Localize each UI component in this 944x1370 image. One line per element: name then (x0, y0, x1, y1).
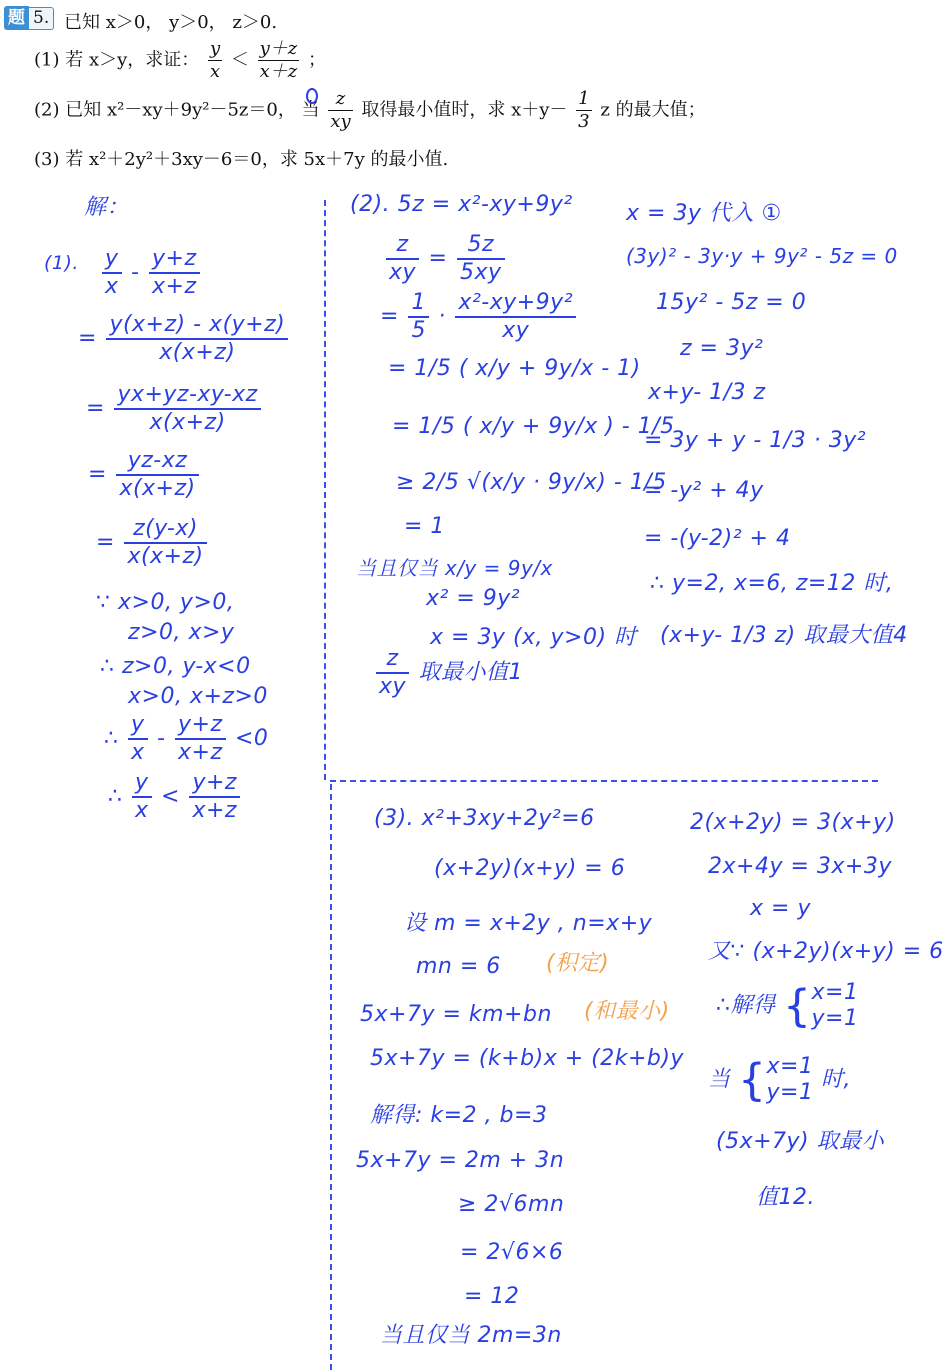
part2-right-line6: = 3y + y - 1/3 · 3y² (644, 428, 867, 453)
part2-line4: = 1/5 ( x/y + 9y/x - 1) (388, 356, 641, 381)
part2-line11: $\frac{z}{xy}$ 取最小值1 (374, 646, 523, 700)
solution-header: 解： (84, 195, 130, 220)
part2-line6: ≥ 2/5 √(x/y · 9y/x) - 1/5 (396, 470, 667, 495)
part2-right-line2: (3y)² - 3y·y + 9y² - 5z = 0 (626, 244, 898, 268)
problem-number: 5. (29, 7, 54, 30)
problem-given: 已知 x＞0， y＞0， z＞0. (64, 12, 278, 33)
part3-right-line8: 值12. (756, 1185, 815, 1210)
fraction: $\frac{y}{x}$ (210, 38, 221, 82)
part2-right-line8: = -(y-2)² + 4 (644, 526, 791, 551)
fraction: $\frac{z(y-x)}{x(x+z)}$ (124, 516, 206, 570)
part3-line7: 解得: k=2 , b=3 (370, 1103, 548, 1128)
fraction: $\frac{yx+yz-xy-xz}{x(x+z)}$ (114, 382, 260, 436)
part3-line8: 5x+7y = 2m + 3n (356, 1148, 565, 1173)
fraction: $\frac{y+z}{x+z}$ (175, 712, 226, 766)
part1-line6b: z>0, x>y (128, 620, 235, 645)
part2-right-line4: z = 3y² (680, 336, 764, 361)
part2-line3: = $\frac{1}{5}$ · $\frac{\text{x²-xy+9y²}}{xy}$ (380, 290, 578, 344)
part1-line5: = $\frac{z(y-x)}{x(x+z)}$ (96, 516, 209, 570)
divider-horizontal (330, 780, 878, 782)
part1-line3: = $\frac{yx+yz-xy-xz}{x(x+z)}$ (86, 382, 263, 436)
part2-right-line7: = -y² + 4y (644, 478, 764, 503)
part2-line8: 当且仅当 x/y = 9y/x (356, 556, 553, 580)
part3-note-product: (积定) (546, 951, 610, 976)
problem-part1: (1) 若 x＞y，求证： $\frac{y}{x}$ ＜ $\frac{y+z}{x+z}$ ； (34, 38, 327, 82)
divider-vertical-lower (330, 784, 332, 1370)
fraction: $\frac{z}{xy}$ (386, 232, 419, 286)
part3-line11: = 12 (464, 1284, 520, 1309)
fraction: $\frac{\text{x²-xy+9y²}}{xy}$ (455, 290, 576, 344)
fraction: $\frac{5z}{5xy}$ (457, 232, 505, 286)
part3-line3: 设 m = x+2y , n=x+y (404, 911, 653, 936)
fraction: $\frac{1}{3}$ (578, 88, 590, 132)
fraction: $\frac{y}{x}$ (132, 770, 152, 824)
fraction: $\frac{y}{x}$ (102, 246, 122, 300)
fraction: $\frac{z}{xy}$ (330, 88, 351, 132)
divider-vertical-upper (324, 200, 326, 780)
part3-right-line2: 2x+4y = 3x+3y (708, 854, 892, 879)
problem-statement (0, 0, 898, 180)
part2-right-line1: x = 3y 代入 ① (626, 201, 782, 226)
part3-right-line3: x = y (750, 896, 811, 921)
part1-line6a: ∵ x>0, y>0, (96, 590, 235, 615)
part1-line2: = $\frac{y(x+z) - x(y+z)}{x(x+z)}$ (78, 312, 290, 366)
handwritten-zero-marker (306, 88, 318, 104)
part3-right-line1: 2(x+2y) = 3(x+y) (690, 810, 896, 835)
part3-line9: ≥ 2√6mn (458, 1192, 565, 1217)
part3-line10: = 2√6×6 (460, 1240, 564, 1265)
part2-right-line10: (x+y- 1/3 z) 取最大值4 (660, 623, 908, 648)
part2-right-line3: 15y² - 5z = 0 (656, 290, 807, 315)
part3-line6: 5x+7y = (k+b)x + (2k+b)y (370, 1046, 684, 1071)
part3-right-line5: ∴解得 { x=1 y=1 (716, 980, 859, 1032)
part1-line4: = $\frac{yz-xz}{x(x+z)}$ (88, 448, 201, 502)
part3-line1: (3). x²+3xy+2y²=6 (374, 806, 595, 831)
part1-label: (1). (44, 252, 79, 274)
part2-line2: $\frac{z}{xy}$ = $\frac{5z}{5xy}$ (384, 232, 507, 286)
part1-line1: $\frac{y}{x}$ - $\frac{y+z}{x+z}$ (100, 246, 202, 300)
part2-line5: = 1/5 ( x/y + 9y/x ) - 1/5 (392, 414, 675, 439)
part3-line12: 当且仅当 2m=3n (380, 1323, 562, 1348)
part3-right-line7: (5x+7y) 取最小 (716, 1129, 885, 1154)
part2-right-line5: x+y- 1/3 z (648, 380, 766, 405)
fraction: $\frac{y+z}{x+z}$ (259, 38, 298, 82)
part3-line2: (x+2y)(x+y) = 6 (434, 856, 626, 881)
fraction: $\frac{z}{xy}$ (376, 646, 409, 700)
part2-line10: x = 3y (x, y>0) 时 (430, 625, 637, 650)
problem-part2: (2) 已知 x²－xy＋9y²－5z＝0， 当 $\frac{z}{xy}$ 取得最小值时，求 x＋y－ $\frac{1}{3}$ z 的最大值； (34, 88, 706, 132)
part1-line8: ∴ $\frac{y}{x}$ - $\frac{y+z}{x+z}$ <0 (104, 712, 269, 765)
fraction: $\frac{y+z}{x+z}$ (149, 246, 200, 300)
part2-line1: (2). 5z = x²-xy+9y² (350, 192, 573, 217)
fraction: $\frac{y}{x}$ (128, 712, 148, 766)
part2-line9: x² = 9y² (426, 586, 521, 611)
part1-line9: ∴ $\frac{y}{x}$ < $\frac{y+z}{x+z}$ (108, 770, 242, 824)
part1-line7a: ∴ z>0, y-x<0 (100, 654, 251, 679)
part2-right-line9: ∴ y=2, x=6, z=12 时, (650, 571, 894, 596)
fraction: $\frac{y+z}{x+z}$ (189, 770, 240, 824)
part3-right-line4: 又∵ (x+2y)(x+y) = 6 (708, 939, 944, 964)
part2-line7: = 1 (404, 514, 445, 539)
part3-right-line6: 当 { x=1 y=1 时, (708, 1054, 851, 1106)
problem-part3: (3) 若 x²＋2y²＋3xy－6＝0，求 5x＋7y 的最小值. (34, 149, 449, 170)
fraction: $\frac{yz-xz}{x(x+z)}$ (116, 448, 198, 502)
fraction: $\frac{1}{5}$ (408, 290, 429, 344)
part3-line5: 5x+7y = km+bn (360, 1002, 552, 1027)
part3-note-sum: (和最小) (584, 999, 670, 1024)
problem-tag: 题 (4, 6, 29, 30)
problem-badge (4, 6, 54, 30)
part1-line7b: x>0, x+z>0 (128, 684, 268, 709)
fraction: $\frac{y(x+z) - x(y+z)}{x(x+z)}$ (106, 312, 288, 366)
part3-line4: mn = 6 (416, 954, 501, 979)
